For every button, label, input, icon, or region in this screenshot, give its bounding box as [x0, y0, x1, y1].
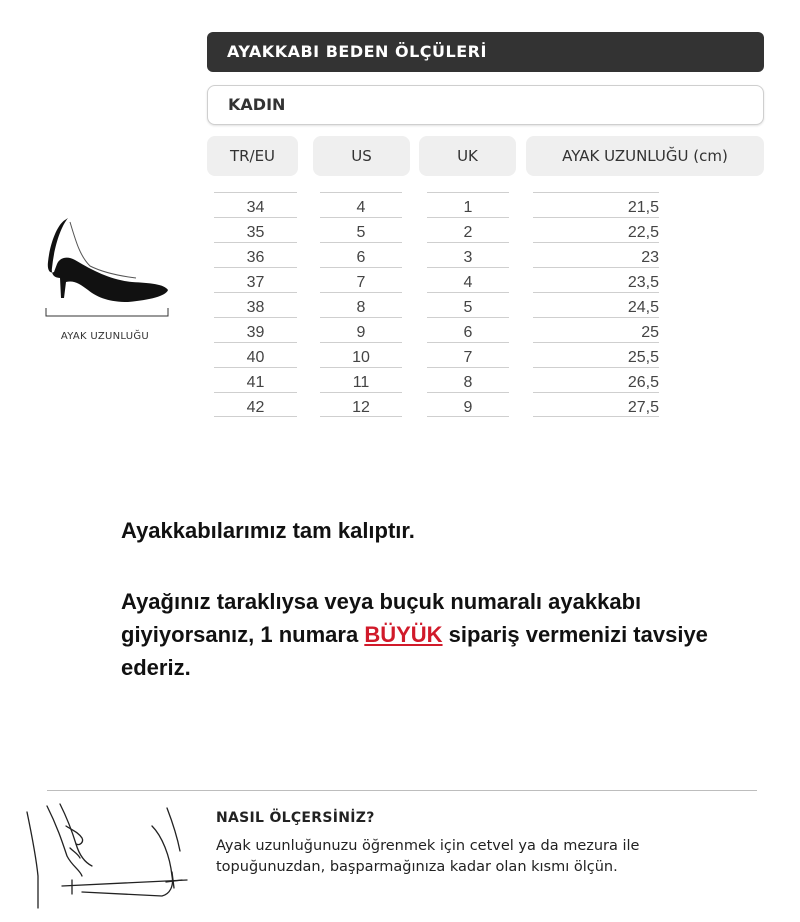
column-foot-length — [533, 192, 757, 417]
size-advice-prefix: Ayağınız taraklıysa veya buçuk numaralı ayakkabı giyiyorsanız, 1 numara — [121, 589, 642, 647]
table-cell: 5 — [320, 217, 402, 242]
size-advice-suffix: sipariş vermenizi tavsiye ederiz. — [121, 622, 708, 680]
table-cell: 37 — [214, 267, 297, 292]
high-heel-shoe-icon — [40, 212, 175, 322]
size-advice-paragraph — [121, 585, 721, 684]
table-cell: 41 — [214, 367, 297, 392]
column-header-foot-length: AYAK UZUNLUĞU (cm) — [526, 136, 764, 176]
foot-length-caption: AYAK UZUNLUĞU — [60, 331, 150, 342]
table-cell: 23,5 — [533, 267, 659, 292]
table-cell: 6 — [320, 242, 402, 267]
table-cell: 11 — [320, 367, 402, 392]
column-header-tr-eu: TR/EU — [207, 136, 298, 176]
table-cell: 27,5 — [533, 392, 659, 417]
table-cell: 42 — [214, 392, 297, 417]
table-cell: 4 — [320, 192, 402, 217]
table-cell: 9 — [427, 392, 509, 417]
table-cell: 10 — [320, 342, 402, 367]
column-tr-eu — [214, 192, 297, 417]
size-chart-title: AYAKKABI BEDEN ÖLÇÜLERİ — [207, 32, 764, 72]
table-cell: 36 — [214, 242, 297, 267]
table-cell: 2 — [427, 217, 509, 242]
gender-section-label: KADIN — [207, 85, 764, 125]
column-us — [320, 192, 402, 417]
table-cell: 6 — [427, 317, 509, 342]
table-cell: 12 — [320, 392, 402, 417]
table-cell: 1 — [427, 192, 509, 217]
table-cell: 39 — [214, 317, 297, 342]
table-cell: 8 — [427, 367, 509, 392]
table-cell: 25 — [533, 317, 659, 342]
table-cell: 3 — [427, 242, 509, 267]
column-header-us: US — [313, 136, 410, 176]
column-uk — [427, 192, 509, 417]
foot-measuring-sketch-icon — [22, 796, 202, 914]
table-cell: 24,5 — [533, 292, 659, 317]
table-cell: 34 — [214, 192, 297, 217]
how-to-measure-text: Ayak uzunluğunuzu öğrenmek için cetvel ya da mezura ile topuğunuzdan, başparmağınıza kadar olan kısmı ölçün. — [216, 838, 640, 875]
table-cell: 7 — [427, 342, 509, 367]
table-cell: 7 — [320, 267, 402, 292]
table-cell: 22,5 — [533, 217, 659, 242]
column-header-uk: UK — [419, 136, 516, 176]
table-cell: 9 — [320, 317, 402, 342]
table-cell: 26,5 — [533, 367, 659, 392]
table-cell: 23 — [533, 242, 659, 267]
table-cell: 40 — [214, 342, 297, 367]
section-divider — [47, 790, 757, 791]
table-cell: 35 — [214, 217, 297, 242]
table-cell: 5 — [427, 292, 509, 317]
table-cell: 8 — [320, 292, 402, 317]
how-to-measure-title: NASIL ÖLÇERSİNİZ? — [216, 810, 375, 826]
table-cell: 21,5 — [533, 192, 659, 217]
table-cell: 4 — [427, 267, 509, 292]
bigger-size-highlight: BÜYÜK — [364, 622, 443, 647]
fit-info-line: Ayakkabılarımız tam kalıptır. — [121, 518, 415, 543]
table-cell: 25,5 — [533, 342, 659, 367]
table-cell: 38 — [214, 292, 297, 317]
